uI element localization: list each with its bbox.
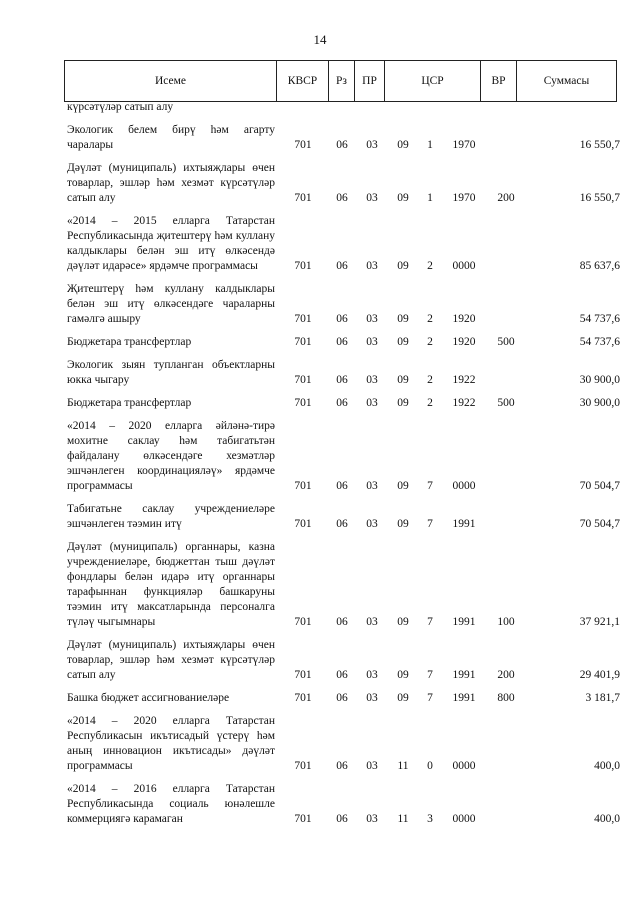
row-kvsr: 701 bbox=[294, 760, 312, 772]
row-sum: 70 504,7 bbox=[579, 518, 620, 530]
page-number: 14 bbox=[313, 32, 327, 47]
table-row bbox=[0, 161, 640, 206]
row-pr: 03 bbox=[366, 616, 378, 628]
table-row bbox=[0, 358, 640, 388]
row-sum: 85 637,6 bbox=[579, 260, 620, 272]
row-name: Дәүләт (муниципаль) органнары, казна учреждениеләре, бюджеттан тыш дәүләт фондлары белән идарә итү органнары тарафыннан функцияләр башкаруны тәэмин итү максатларында персоналга түләү чыгымнары bbox=[67, 541, 275, 628]
row-name: «2014 – 2015 елларга Татарстан Республикасында җитештерү һәм куллану калдыклары белән эш итү өлкәсендә дәүләт идарәсе» ярдәмче программасы bbox=[67, 215, 275, 272]
row-csr-3: 1920 bbox=[452, 313, 476, 325]
row-name: «2014 – 2016 елларга Татарстан Республикасында социаль юнәлешле коммерциягә карамаган bbox=[67, 783, 275, 825]
row-csr-2: 2 bbox=[427, 260, 433, 272]
table-row bbox=[0, 123, 640, 153]
row-kvsr: 701 bbox=[294, 669, 312, 681]
row-kvsr: 701 bbox=[294, 397, 312, 409]
row-sum: 54 737,6 bbox=[579, 313, 620, 325]
row-kvsr: 701 bbox=[294, 480, 312, 492]
row-sum: 70 504,7 bbox=[579, 480, 620, 492]
row-kvsr: 701 bbox=[294, 139, 312, 151]
row-csr-3: 1922 bbox=[452, 374, 476, 386]
row-pr: 03 bbox=[366, 139, 378, 151]
row-name: Башка бюджет ассигнованиеләре bbox=[67, 692, 230, 704]
row-pr: 03 bbox=[366, 813, 378, 825]
row-csr-3: 1922 bbox=[452, 397, 476, 409]
row-rz: 06 bbox=[336, 374, 348, 386]
row-sum: 37 921,1 bbox=[579, 616, 620, 628]
row-name: Табигатьне саклау учреждениеләре эшчәнлеген тәэмин итү bbox=[67, 503, 275, 530]
row-rz: 06 bbox=[336, 260, 348, 272]
table-row bbox=[0, 502, 640, 532]
row-pr: 03 bbox=[366, 374, 378, 386]
table-row bbox=[0, 540, 640, 630]
row-csr-1: 09 bbox=[397, 139, 409, 151]
row-name: Җитештерү һәм куллану калдыклары белән эш итү өлкәсендәге чараларны гамәлгә ашыру bbox=[67, 283, 275, 325]
row-csr-2: 3 bbox=[427, 813, 433, 825]
row-sum: 29 401,9 bbox=[579, 669, 620, 681]
row-rz: 06 bbox=[336, 813, 348, 825]
row-kvsr: 701 bbox=[294, 616, 312, 628]
row-name: «2014 – 2020 елларга Татарстан Республикасын икътисадый үстерү һәм аның инновацион икътисады» дәүләт программасы bbox=[67, 715, 275, 772]
row-sum: 54 737,6 bbox=[579, 336, 620, 348]
row-csr-3: 0000 bbox=[452, 480, 476, 492]
table-row bbox=[0, 214, 640, 274]
header-kvsr: КВСР bbox=[277, 61, 329, 102]
header-pr: ПР bbox=[355, 61, 385, 102]
row-kvsr: 701 bbox=[294, 813, 312, 825]
header-vr: ВР bbox=[481, 61, 517, 102]
row-pr: 03 bbox=[366, 260, 378, 272]
row-sum: 30 900,0 bbox=[579, 374, 620, 386]
row-pr: 03 bbox=[366, 313, 378, 325]
row-sum: 16 550,7 bbox=[579, 192, 620, 204]
row-rz: 06 bbox=[336, 616, 348, 628]
row-csr-1: 09 bbox=[397, 374, 409, 386]
header-name: Исеме bbox=[65, 61, 277, 102]
row-csr-2: 1 bbox=[427, 139, 433, 151]
row-csr-2: 2 bbox=[427, 313, 433, 325]
table-row bbox=[0, 100, 640, 115]
row-name: Бюджетара трансфертлар bbox=[67, 336, 192, 348]
row-rz: 06 bbox=[336, 518, 348, 530]
row-csr-1: 09 bbox=[397, 192, 409, 204]
row-csr-2: 2 bbox=[427, 336, 433, 348]
row-csr-1: 09 bbox=[397, 336, 409, 348]
row-csr-2: 7 bbox=[427, 480, 433, 492]
row-sum: 16 550,7 bbox=[579, 139, 620, 151]
row-csr-1: 09 bbox=[397, 669, 409, 681]
row-csr-3: 1970 bbox=[452, 139, 476, 151]
row-name: Экологик зыян тупланган объектларны юкка чыгару bbox=[67, 359, 275, 386]
row-rz: 06 bbox=[336, 397, 348, 409]
header-rz: Рз bbox=[329, 61, 355, 102]
row-name: «2014 – 2020 елларга әйләнә-тирә мохитне саклау һәм табигатьтән файдалану өлкәсендәге хезмәтләр эшчәнлеген координацияләү» ярдәмче программасы bbox=[67, 420, 275, 492]
row-name: күрсәтүләр сатып алу bbox=[67, 101, 174, 113]
row-rz: 06 bbox=[336, 313, 348, 325]
row-csr-2: 7 bbox=[427, 669, 433, 681]
row-csr-2: 7 bbox=[427, 692, 433, 704]
row-csr-3: 0000 bbox=[452, 760, 476, 772]
row-csr-3: 1991 bbox=[452, 669, 476, 681]
row-kvsr: 701 bbox=[294, 518, 312, 530]
row-csr-2: 1 bbox=[427, 192, 433, 204]
row-csr-1: 09 bbox=[397, 313, 409, 325]
table-row bbox=[0, 396, 640, 411]
header-csr: ЦСР bbox=[385, 61, 481, 102]
row-rz: 06 bbox=[336, 192, 348, 204]
row-csr-3: 0000 bbox=[452, 813, 476, 825]
row-csr-1: 11 bbox=[397, 813, 409, 825]
table-header bbox=[64, 60, 617, 102]
row-kvsr: 701 bbox=[294, 192, 312, 204]
row-csr-2: 7 bbox=[427, 616, 433, 628]
row-csr-1: 09 bbox=[397, 480, 409, 492]
row-name: Дәүләт (муниципаль) ихтыяҗлары өчен товарлар, эшләр һәм хезмәт күрсәтүләр сатып алу bbox=[67, 162, 275, 204]
table-row bbox=[0, 638, 640, 683]
row-kvsr: 701 bbox=[294, 374, 312, 386]
row-rz: 06 bbox=[336, 692, 348, 704]
row-csr-1: 09 bbox=[397, 397, 409, 409]
row-vr: 500 bbox=[497, 397, 515, 409]
row-csr-2: 7 bbox=[427, 518, 433, 530]
row-vr: 100 bbox=[497, 616, 515, 628]
row-rz: 06 bbox=[336, 669, 348, 681]
row-rz: 06 bbox=[336, 480, 348, 492]
row-csr-1: 09 bbox=[397, 518, 409, 530]
row-csr-1: 09 bbox=[397, 260, 409, 272]
row-csr-3: 1991 bbox=[452, 616, 476, 628]
row-pr: 03 bbox=[366, 692, 378, 704]
row-vr: 800 bbox=[497, 692, 515, 704]
row-kvsr: 701 bbox=[294, 336, 312, 348]
row-pr: 03 bbox=[366, 669, 378, 681]
row-csr-2: 0 bbox=[427, 760, 433, 772]
row-sum: 400,0 bbox=[594, 760, 620, 772]
table-row bbox=[0, 691, 640, 706]
row-csr-1: 09 bbox=[397, 692, 409, 704]
row-csr-1: 09 bbox=[397, 616, 409, 628]
row-name: Бюджетара трансфертлар bbox=[67, 397, 192, 409]
header-sum: Суммасы bbox=[517, 61, 617, 102]
row-pr: 03 bbox=[366, 397, 378, 409]
row-sum: 400,0 bbox=[594, 813, 620, 825]
row-kvsr: 701 bbox=[294, 260, 312, 272]
row-rz: 06 bbox=[336, 336, 348, 348]
row-csr-3: 0000 bbox=[452, 260, 476, 272]
table-row bbox=[0, 335, 640, 350]
row-name: Дәүләт (муниципаль) ихтыяҗлары өчен товарлар, эшләр һәм хезмәт күрсәтүләр сатып алу bbox=[67, 639, 275, 681]
row-pr: 03 bbox=[366, 336, 378, 348]
row-vr: 500 bbox=[497, 336, 515, 348]
row-pr: 03 bbox=[366, 760, 378, 772]
row-pr: 03 bbox=[366, 518, 378, 530]
row-pr: 03 bbox=[366, 192, 378, 204]
row-csr-3: 1991 bbox=[452, 692, 476, 704]
table-row bbox=[0, 714, 640, 774]
row-name: Экологик белем бирү һәм агарту чаралары bbox=[67, 124, 275, 151]
row-kvsr: 701 bbox=[294, 692, 312, 704]
row-csr-3: 1920 bbox=[452, 336, 476, 348]
row-csr-1: 11 bbox=[397, 760, 409, 772]
row-sum: 30 900,0 bbox=[579, 397, 620, 409]
row-vr: 200 bbox=[497, 669, 515, 681]
row-csr-2: 2 bbox=[427, 397, 433, 409]
table-row bbox=[0, 419, 640, 494]
row-sum: 3 181,7 bbox=[585, 692, 620, 704]
row-kvsr: 701 bbox=[294, 313, 312, 325]
row-csr-2: 2 bbox=[427, 374, 433, 386]
row-vr: 200 bbox=[497, 192, 515, 204]
table-row bbox=[0, 782, 640, 827]
row-rz: 06 bbox=[336, 139, 348, 151]
budget-table-body bbox=[0, 100, 640, 827]
row-csr-3: 1970 bbox=[452, 192, 476, 204]
row-csr-3: 1991 bbox=[452, 518, 476, 530]
row-pr: 03 bbox=[366, 480, 378, 492]
table-row bbox=[0, 282, 640, 327]
row-rz: 06 bbox=[336, 760, 348, 772]
